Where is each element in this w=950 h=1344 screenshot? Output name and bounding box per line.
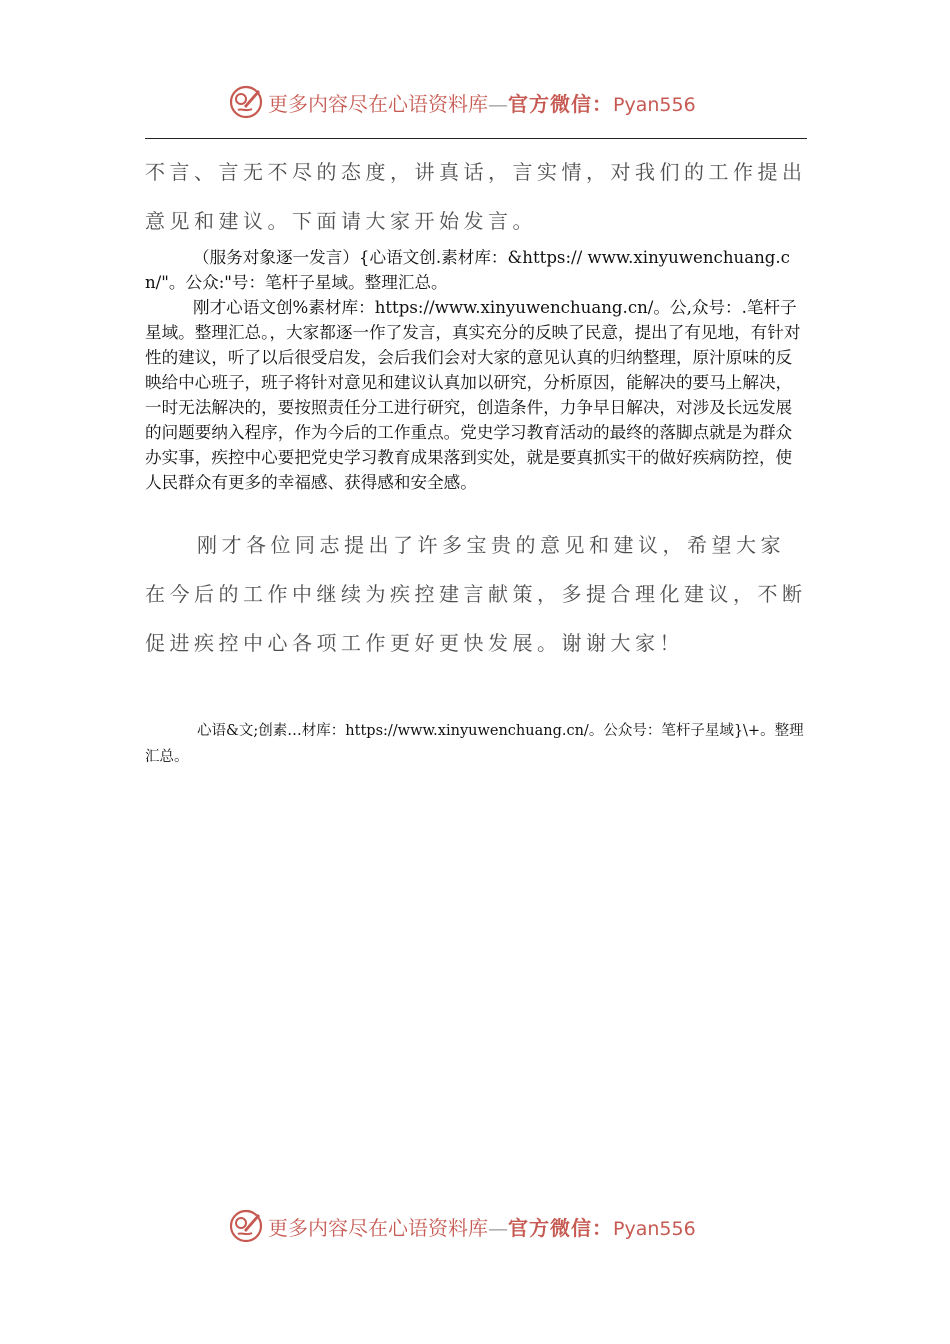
footnote [145, 718, 807, 770]
footnote-text: 心语&文;创素…材库：https://www.xinyuwenchuang.cn/。公众号：笔杆子星域}\+。整理汇总。 [145, 723, 804, 765]
header-divider [145, 138, 807, 139]
paragraph-1: 不言、言无不尽的态度，讲真话，言实情，对我们的工作提出意见和建议。下面请大家开始发言。 [145, 160, 807, 233]
banner-text [268, 1212, 696, 1241]
paragraph-2: （服务对象逐一发言）{心语文创.素材库：&https:// www.xinyuwenchuang.cn/"。公众:"号：笔杆子星域。整理汇总。 [145, 248, 790, 292]
pen-logo-icon [228, 84, 264, 120]
banner-wechat-id: Pyan556 [613, 1217, 696, 1240]
header-banner [0, 82, 950, 122]
banner-wechat-id: Pyan556 [613, 93, 696, 116]
banner-separator: — [488, 1215, 508, 1240]
banner-wechat-label: 官方微信： [508, 91, 613, 116]
banner-slogan: 更多内容尽在心语资料库 [268, 1215, 488, 1240]
banner-separator: — [488, 91, 508, 116]
paragraph-3: 刚才心语文创%素材库：https://www.xinyuwenchuang.cn/。公,众号：.笔杆子星域。整理汇总。，大家都逐一作了发言，真实充分的反映了民意，提出了有见地，有针对性的建议，听了以后很受启发，会后我们会对大家的意见认真的归纳整理，原汁原味的反映给中心班子，班子将针对意见和建议认真加以研究，分析原因，能解决的要马上解决，一时无法解决的，要按照责任分工进行研究，创造条件，力争早日解决，对涉及长远发展的问题要纳入程序，作为今后的工作重点。党史学习教育活动的最终的落脚点就是为群众办实事，疾控中心要把党史学习教育成果落到实处，就是要真抓实干的做好疾病防控，使人民群众有更多的幸福感、获得感和安全感。 [145, 298, 801, 492]
banner-wechat-label: 官方微信： [508, 1215, 613, 1240]
paragraph-4: 刚才各位同志提出了许多宝贵的意见和建议，希望大家在今后的工作中继续为疾控建言献策，多提合理化建议，不断促进疾控中心各项工作更好更快发展。谢谢大家！ [145, 533, 807, 655]
banner-slogan: 更多内容尽在心语资料库 [268, 91, 488, 116]
pen-logo-icon [228, 1208, 264, 1244]
banner-text [268, 88, 696, 117]
footer-banner [0, 1206, 950, 1246]
